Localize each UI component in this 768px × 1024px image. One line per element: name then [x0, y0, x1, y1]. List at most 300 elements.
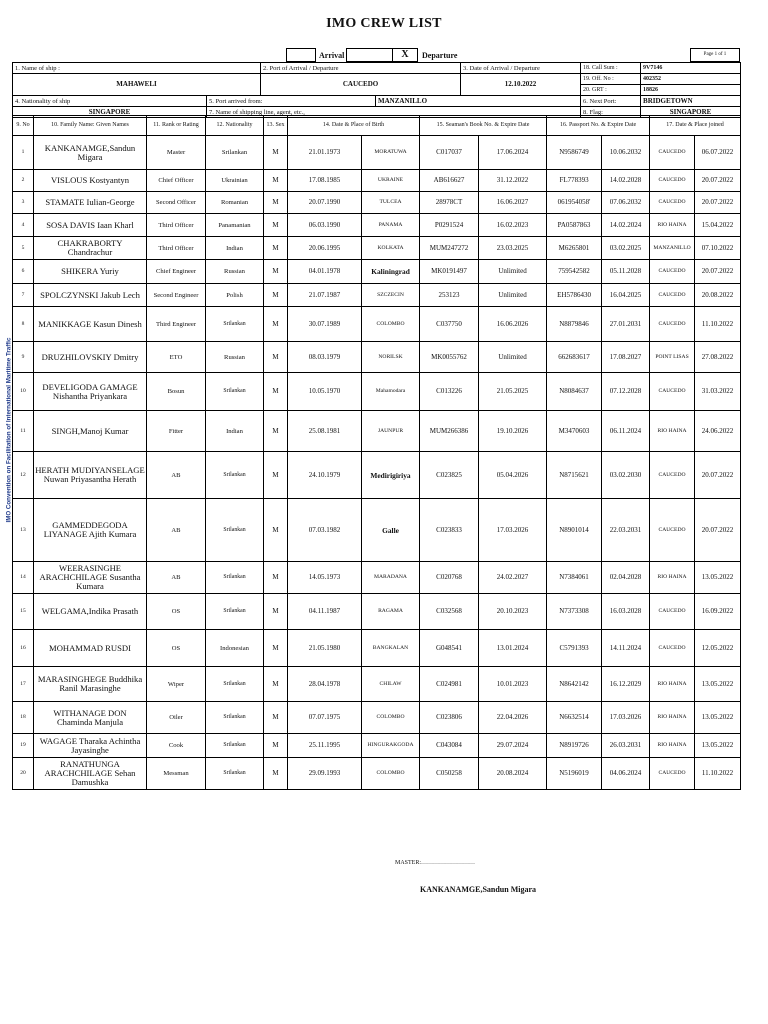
cell-sex: M: [264, 214, 288, 237]
cell-seaman-expiry: 16.06.2026: [479, 307, 547, 342]
crew-row: [13, 734, 741, 758]
ship-name-value: MAHAWELI: [13, 74, 261, 96]
cell-rank: Chief Officer: [147, 170, 206, 192]
flag-value: SINGAPORE: [641, 107, 741, 118]
cell-seaman-book: 253123: [420, 284, 479, 307]
cell-dob: 06.03.1990: [288, 214, 362, 237]
cell-rank: Third Officer: [147, 214, 206, 237]
cell-nationality: Srilankan: [206, 758, 264, 790]
shipping-line-label: 7. Name of shipping line, agent, etc.,: [207, 107, 581, 118]
cell-passport: 061954058': [547, 192, 602, 214]
nationality-value: SINGAPORE: [13, 107, 207, 118]
crew-row: [13, 342, 741, 373]
crew-row: [13, 702, 741, 734]
cell-join-place: CAUCEDO: [650, 170, 695, 192]
cell-seaman-book: P0291524: [420, 214, 479, 237]
cell-join-date: 06.07.2022: [695, 136, 741, 170]
nationality-label: 4. Nationality of ship: [13, 96, 207, 107]
cell-join-date: 13.05.2022: [695, 562, 741, 594]
cell-name: SHIKERA Yuriy: [34, 260, 147, 284]
off-no-value: 402352: [641, 74, 741, 85]
cell-pob: HINGURAKGODA: [362, 734, 420, 758]
crew-row: [13, 284, 741, 307]
cell-seaman-book: C032568: [420, 594, 479, 630]
side-caption-text: IMO Convention on Facilitation of International Maritime Traffic: [5, 337, 13, 523]
cell-sex: M: [264, 667, 288, 702]
cell-no: 17: [13, 667, 34, 702]
cell-no: 11: [13, 411, 34, 452]
cell-seaman-book: MK0055762: [420, 342, 479, 373]
cell-passport-expiry: 16.03.2028: [602, 594, 650, 630]
cell-pob: COLOMBO: [362, 307, 420, 342]
off-no-label: 19. Off. No :: [581, 74, 641, 85]
cell-nationality: Srilankan: [206, 499, 264, 562]
cell-name: SOSA DAVIS Iaan Kharl: [34, 214, 147, 237]
cell-join-place: CAUCEDO: [650, 594, 695, 630]
call-sign-value: 9V7146: [641, 63, 741, 74]
crew-row: [13, 136, 741, 170]
date-value: 12.10.2022: [461, 74, 581, 96]
crew-row: [13, 307, 741, 342]
cell-seaman-expiry: 13.01.2024: [479, 630, 547, 667]
cell-join-date: 20.07.2022: [695, 170, 741, 192]
cell-seaman-book: C023825: [420, 452, 479, 499]
cell-join-date: 20.08.2022: [695, 284, 741, 307]
col-no: 9. No: [13, 116, 34, 136]
cell-seaman-book: C024981: [420, 667, 479, 702]
cell-sex: M: [264, 630, 288, 667]
crew-row: [13, 594, 741, 630]
cell-passport: EH5786430: [547, 284, 602, 307]
cell-join-place: RIO HAINA: [650, 667, 695, 702]
cell-join-place: CAUCEDO: [650, 373, 695, 411]
col-sex: 13. Sex: [264, 116, 288, 136]
ship-info-table: [12, 62, 741, 118]
cell-nationality: Srilankan: [206, 307, 264, 342]
cell-sex: M: [264, 758, 288, 790]
cell-name: MOHAMMAD RUSDI: [34, 630, 147, 667]
cell-nationality: Romanian: [206, 192, 264, 214]
flag-label: 8. Flag:: [581, 107, 641, 118]
cell-passport: N9586749: [547, 136, 602, 170]
cell-name: HERATH MUDIYANSELAGE Nuwan Priyasantha Herath: [34, 452, 147, 499]
cell-no: 15: [13, 594, 34, 630]
cell-seaman-book: MK0191497: [420, 260, 479, 284]
cell-no: 7: [13, 284, 34, 307]
cell-dob: 14.05.1973: [288, 562, 362, 594]
cell-passport-expiry: 03.02.2030: [602, 452, 650, 499]
cell-sex: M: [264, 260, 288, 284]
page-indicator: Page 1 of 1: [690, 48, 740, 62]
cell-passport-expiry: 26.03.2031: [602, 734, 650, 758]
cell-passport-expiry: 07.12.2028: [602, 373, 650, 411]
grt-value: 18826: [641, 85, 741, 96]
cell-rank: OS: [147, 630, 206, 667]
cell-nationality: Srilankan: [206, 452, 264, 499]
cell-sex: M: [264, 237, 288, 260]
cell-no: 8: [13, 307, 34, 342]
cell-sex: M: [264, 702, 288, 734]
cell-pob: NORILSK: [362, 342, 420, 373]
cell-join-place: MANZANILLO: [650, 237, 695, 260]
cell-passport-expiry: 03.02.2025: [602, 237, 650, 260]
cell-seaman-book: AB616627: [420, 170, 479, 192]
cell-rank: Third Officer: [147, 237, 206, 260]
cell-nationality: Indian: [206, 411, 264, 452]
departure-checkbox[interactable]: X: [392, 48, 418, 62]
cell-dob: 21.05.1980: [288, 630, 362, 667]
cell-rank: AB: [147, 452, 206, 499]
master-signature-line: MASTER:………………………: [395, 860, 476, 866]
cell-sex: M: [264, 307, 288, 342]
cell-join-place: CAUCEDO: [650, 136, 695, 170]
cell-nationality: Srilankan: [206, 702, 264, 734]
cell-pob: MORATUWA: [362, 136, 420, 170]
cell-join-place: CAUCEDO: [650, 307, 695, 342]
cell-seaman-expiry: 31.12.2022: [479, 170, 547, 192]
cell-seaman-expiry: 19.10.2026: [479, 411, 547, 452]
cell-rank: Fitter: [147, 411, 206, 452]
cell-nationality: Srilankan: [206, 594, 264, 630]
col-nationality: 12. Nationality: [206, 116, 264, 136]
cell-rank: Bosun: [147, 373, 206, 411]
cell-passport: FL778393: [547, 170, 602, 192]
cell-passport-expiry: 14.02.2024: [602, 214, 650, 237]
arrival-label: Arrival: [319, 51, 345, 60]
cell-name: DEVELIGODA GAMAGE Nishantha Priyankara: [34, 373, 147, 411]
cell-no: 10: [13, 373, 34, 411]
cell-passport-expiry: 02.04.2028: [602, 562, 650, 594]
crew-row: [13, 214, 741, 237]
cell-join-date: 27.08.2022: [695, 342, 741, 373]
cell-join-date: 31.03.2022: [695, 373, 741, 411]
cell-name: SPOLCZYNSKI Jakub Lech: [34, 284, 147, 307]
cell-passport: N5196019: [547, 758, 602, 790]
cell-name: STAMATE Iulian-George: [34, 192, 147, 214]
cell-join-place: RIO HAINA: [650, 702, 695, 734]
cell-dob: 04.11.1987: [288, 594, 362, 630]
cell-dob: 30.07.1989: [288, 307, 362, 342]
cell-rank: Oiler: [147, 702, 206, 734]
cell-dob: 07.07.1975: [288, 702, 362, 734]
cell-seaman-expiry: 23.03.2025: [479, 237, 547, 260]
cell-join-place: RIO HAINA: [650, 214, 695, 237]
cell-rank: Wiper: [147, 667, 206, 702]
cell-dob: 04.01.1978: [288, 260, 362, 284]
cell-pob: SZCZECIN: [362, 284, 420, 307]
cell-sex: M: [264, 192, 288, 214]
cell-pob: KOLKATA: [362, 237, 420, 260]
cell-name: MARASINGHEGE Buddhika Ranil Marasinghe: [34, 667, 147, 702]
crew-table: [12, 115, 741, 790]
cell-join-place: CAUCEDO: [650, 284, 695, 307]
cell-rank: Master: [147, 136, 206, 170]
cell-passport: N8879846: [547, 307, 602, 342]
cell-join-place: RIO HAINA: [650, 411, 695, 452]
cell-dob: 21.07.1987: [288, 284, 362, 307]
cell-join-date: 20.07.2022: [695, 499, 741, 562]
cell-nationality: Srilankan: [206, 734, 264, 758]
cell-passport: PA0587863: [547, 214, 602, 237]
cell-seaman-book: MUM247272: [420, 237, 479, 260]
cell-join-place: RIO HAINA: [650, 734, 695, 758]
cell-no: 6: [13, 260, 34, 284]
cell-nationality: Panamanian: [206, 214, 264, 237]
cell-rank: Chief Engineer: [147, 260, 206, 284]
cell-pob: COLOMBO: [362, 702, 420, 734]
port-label: 2. Port of Arrival / Departure: [261, 63, 461, 74]
cell-dob: 17.08.1985: [288, 170, 362, 192]
cell-passport: N8715621: [547, 452, 602, 499]
cell-no: 4: [13, 214, 34, 237]
cell-no: 18: [13, 702, 34, 734]
departure-label: Departure: [422, 51, 458, 60]
cell-name: WITHANAGE DON Chaminda Manjula: [34, 702, 147, 734]
cell-name: WEERASINGHE ARACHCHILAGE Susantha Kumara: [34, 562, 147, 594]
cell-no: 14: [13, 562, 34, 594]
cell-name: DRUZHILOVSKIY Dmitry: [34, 342, 147, 373]
cell-seaman-book: C013226: [420, 373, 479, 411]
cell-passport: N8901014: [547, 499, 602, 562]
cell-seaman-expiry: 21.05.2025: [479, 373, 547, 411]
cell-sex: M: [264, 411, 288, 452]
cell-rank: Second Officer: [147, 192, 206, 214]
cell-passport-expiry: 05.11.2028: [602, 260, 650, 284]
col-rank: 11. Rank or Rating: [147, 116, 206, 136]
cell-pob: COLOMBO: [362, 758, 420, 790]
cell-sex: M: [264, 562, 288, 594]
cell-sex: M: [264, 452, 288, 499]
cell-seaman-book: 28978CT: [420, 192, 479, 214]
cell-passport: 759542582: [547, 260, 602, 284]
cell-passport: M6265801: [547, 237, 602, 260]
cell-dob: 08.03.1979: [288, 342, 362, 373]
next-port-value: BRIDGETOWN: [641, 96, 741, 107]
crew-table-header: [13, 116, 741, 136]
cell-no: 19: [13, 734, 34, 758]
cell-no: 1: [13, 136, 34, 170]
cell-seaman-book: C037750: [420, 307, 479, 342]
cell-name: RANATHUNGA ARACHCHILAGE Sehan Damushka: [34, 758, 147, 790]
cell-sex: M: [264, 170, 288, 192]
cell-sex: M: [264, 373, 288, 411]
col-joined: 17. Date & Place joined: [650, 116, 741, 136]
cell-nationality: Srilankan: [206, 136, 264, 170]
cell-seaman-expiry: 24.02.2027: [479, 562, 547, 594]
cell-pob: TULCEA: [362, 192, 420, 214]
cell-dob: 28.04.1978: [288, 667, 362, 702]
cell-dob: 25.08.1981: [288, 411, 362, 452]
cell-pob: JAUNPUR: [362, 411, 420, 452]
cell-rank: OS: [147, 594, 206, 630]
crew-row: [13, 373, 741, 411]
cell-passport-expiry: 14.11.2024: [602, 630, 650, 667]
crew-row: [13, 260, 741, 284]
cell-passport-expiry: 04.06.2024: [602, 758, 650, 790]
cell-pob: CHILAW: [362, 667, 420, 702]
cell-no: 3: [13, 192, 34, 214]
cell-dob: 21.01.1973: [288, 136, 362, 170]
port-value: CAUCEDO: [261, 74, 461, 96]
cell-passport-expiry: 16.12.2029: [602, 667, 650, 702]
cell-passport: N8642142: [547, 667, 602, 702]
cell-seaman-expiry: 05.04.2026: [479, 452, 547, 499]
cell-rank: ETO: [147, 342, 206, 373]
cell-no: 5: [13, 237, 34, 260]
cell-join-date: 07.10.2022: [695, 237, 741, 260]
crew-row: [13, 170, 741, 192]
cell-sex: M: [264, 594, 288, 630]
cell-no: 12: [13, 452, 34, 499]
cell-no: 2: [13, 170, 34, 192]
next-port-label: 6. Next Port:: [581, 96, 641, 107]
cell-dob: 10.05.1970: [288, 373, 362, 411]
cell-name: CHAKRABORTY Chandrachur: [34, 237, 147, 260]
cell-sex: M: [264, 734, 288, 758]
cell-passport-expiry: 17.08.2027: [602, 342, 650, 373]
cell-passport: N6632514: [547, 702, 602, 734]
cell-nationality: Russian: [206, 342, 264, 373]
arrival-checkbox[interactable]: [286, 48, 316, 62]
cell-pob: PANAMA: [362, 214, 420, 237]
crew-row: [13, 237, 741, 260]
cell-join-place: RIO HAINA: [650, 562, 695, 594]
cell-seaman-book: C043084: [420, 734, 479, 758]
cell-passport: 662683617: [547, 342, 602, 373]
cell-dob: 20.06.1995: [288, 237, 362, 260]
cell-seaman-expiry: 29.07.2024: [479, 734, 547, 758]
cell-join-date: 16.09.2022: [695, 594, 741, 630]
document-title: IMO CREW LIST: [326, 16, 442, 31]
call-sign-label: 18. Call Sum :: [581, 63, 641, 74]
cell-pob: Kaliningrad: [362, 260, 420, 284]
cell-passport-expiry: 27.01.2031: [602, 307, 650, 342]
date-label: 3. Date of Arrival / Departure: [461, 63, 581, 74]
cell-seaman-expiry: 16.06.2027: [479, 192, 547, 214]
cell-nationality: Indonesian: [206, 630, 264, 667]
crew-row: [13, 667, 741, 702]
cell-passport-expiry: 16.04.2025: [602, 284, 650, 307]
cell-passport: N7384061: [547, 562, 602, 594]
cell-join-date: 13.05.2022: [695, 667, 741, 702]
cell-dob: 20.07.1990: [288, 192, 362, 214]
cell-dob: 29.09.1993: [288, 758, 362, 790]
cell-pob: Galle: [362, 499, 420, 562]
cell-rank: Messman: [147, 758, 206, 790]
cell-join-date: 20.07.2022: [695, 192, 741, 214]
cell-sex: M: [264, 499, 288, 562]
col-passport: 16. Passport No. & Expire Date: [547, 116, 650, 136]
cell-join-date: 11.10.2022: [695, 307, 741, 342]
crew-row: [13, 562, 741, 594]
cell-name: KANKANAMGE,Sandun Migara: [34, 136, 147, 170]
cell-passport-expiry: 22.03.2031: [602, 499, 650, 562]
cell-rank: Cook: [147, 734, 206, 758]
cell-join-place: CAUCEDO: [650, 452, 695, 499]
port-from-value: MANZANILLO: [376, 96, 581, 107]
cell-passport-expiry: 17.03.2026: [602, 702, 650, 734]
cell-seaman-book: G048541: [420, 630, 479, 667]
cell-passport-expiry: 14.02.2028: [602, 170, 650, 192]
crew-row: [13, 758, 741, 790]
col-dob: 14. Date & Place of Birth: [288, 116, 420, 136]
cell-seaman-expiry: Unlimited: [479, 260, 547, 284]
cell-nationality: Srilankan: [206, 373, 264, 411]
crew-row: [13, 192, 741, 214]
cell-no: 13: [13, 499, 34, 562]
cell-join-place: CAUCEDO: [650, 260, 695, 284]
cell-join-date: 20.07.2022: [695, 452, 741, 499]
cell-join-place: POINT LISAS: [650, 342, 695, 373]
port-from-label: 5. Port arrived from:: [207, 96, 376, 107]
cell-join-place: CAUCEDO: [650, 630, 695, 667]
grt-label: 20. GRT :: [581, 85, 641, 96]
cell-nationality: Polish: [206, 284, 264, 307]
cell-pob: MARADANA: [362, 562, 420, 594]
cell-seaman-book: C023806: [420, 702, 479, 734]
cell-name: GAMMEDDEGODA LIYANAGE Ajith Kumara: [34, 499, 147, 562]
cell-pob: BANGKALAN: [362, 630, 420, 667]
cell-seaman-book: C050258: [420, 758, 479, 790]
cell-passport-expiry: 07.06.2032: [602, 192, 650, 214]
cell-no: 9: [13, 342, 34, 373]
cell-name: MANIKKAGE Kasun Dinesh: [34, 307, 147, 342]
cell-name: WELGAMA,Indika Prasath: [34, 594, 147, 630]
cell-seaman-book: C017037: [420, 136, 479, 170]
cell-join-date: 11.10.2022: [695, 758, 741, 790]
cell-sex: M: [264, 284, 288, 307]
cell-seaman-expiry: 22.04.2026: [479, 702, 547, 734]
crew-row: [13, 630, 741, 667]
cell-rank: Third Engineer: [147, 307, 206, 342]
cell-passport: M3470603: [547, 411, 602, 452]
cell-passport: N8919726: [547, 734, 602, 758]
cell-dob: 24.10.1979: [288, 452, 362, 499]
cell-dob: 07.03.1982: [288, 499, 362, 562]
cell-pob: Mahamodara: [362, 373, 420, 411]
cell-name: WAGAGE Tharaka Achintha Jayasinghe: [34, 734, 147, 758]
cell-seaman-expiry: 20.08.2024: [479, 758, 547, 790]
cell-join-place: CAUCEDO: [650, 758, 695, 790]
cell-seaman-book: C023833: [420, 499, 479, 562]
cell-seaman-expiry: 20.10.2023: [479, 594, 547, 630]
col-seaman-book: 15. Seaman's Book No. & Expire Date: [420, 116, 547, 136]
cell-nationality: Ukrainian: [206, 170, 264, 192]
cell-join-place: CAUCEDO: [650, 192, 695, 214]
cell-no: 20: [13, 758, 34, 790]
cell-join-date: 20.07.2022: [695, 260, 741, 284]
master-name: KANKANAMGE,Sandun Migara: [420, 885, 537, 894]
cell-seaman-book: C020768: [420, 562, 479, 594]
cell-seaman-expiry: Unlimited: [479, 284, 547, 307]
cell-name: VISLOUS Kostyantyn: [34, 170, 147, 192]
cell-nationality: Russian: [206, 260, 264, 284]
col-name: 10. Family Name: Given Names: [34, 116, 147, 136]
cell-join-date: 12.05.2022: [695, 630, 741, 667]
cell-seaman-book: MUM266386: [420, 411, 479, 452]
cell-nationality: Indian: [206, 237, 264, 260]
cell-pob: RAGAMA: [362, 594, 420, 630]
cell-passport-expiry: 10.06.2032: [602, 136, 650, 170]
cell-seaman-expiry: Unlimited: [479, 342, 547, 373]
cell-name: SINGH,Manoj Kumar: [34, 411, 147, 452]
cell-seaman-expiry: 16.02.2023: [479, 214, 547, 237]
cell-passport: C5791393: [547, 630, 602, 667]
cell-join-date: 15.04.2022: [695, 214, 741, 237]
cell-rank: AB: [147, 499, 206, 562]
cell-sex: M: [264, 136, 288, 170]
cell-join-place: CAUCEDO: [650, 499, 695, 562]
